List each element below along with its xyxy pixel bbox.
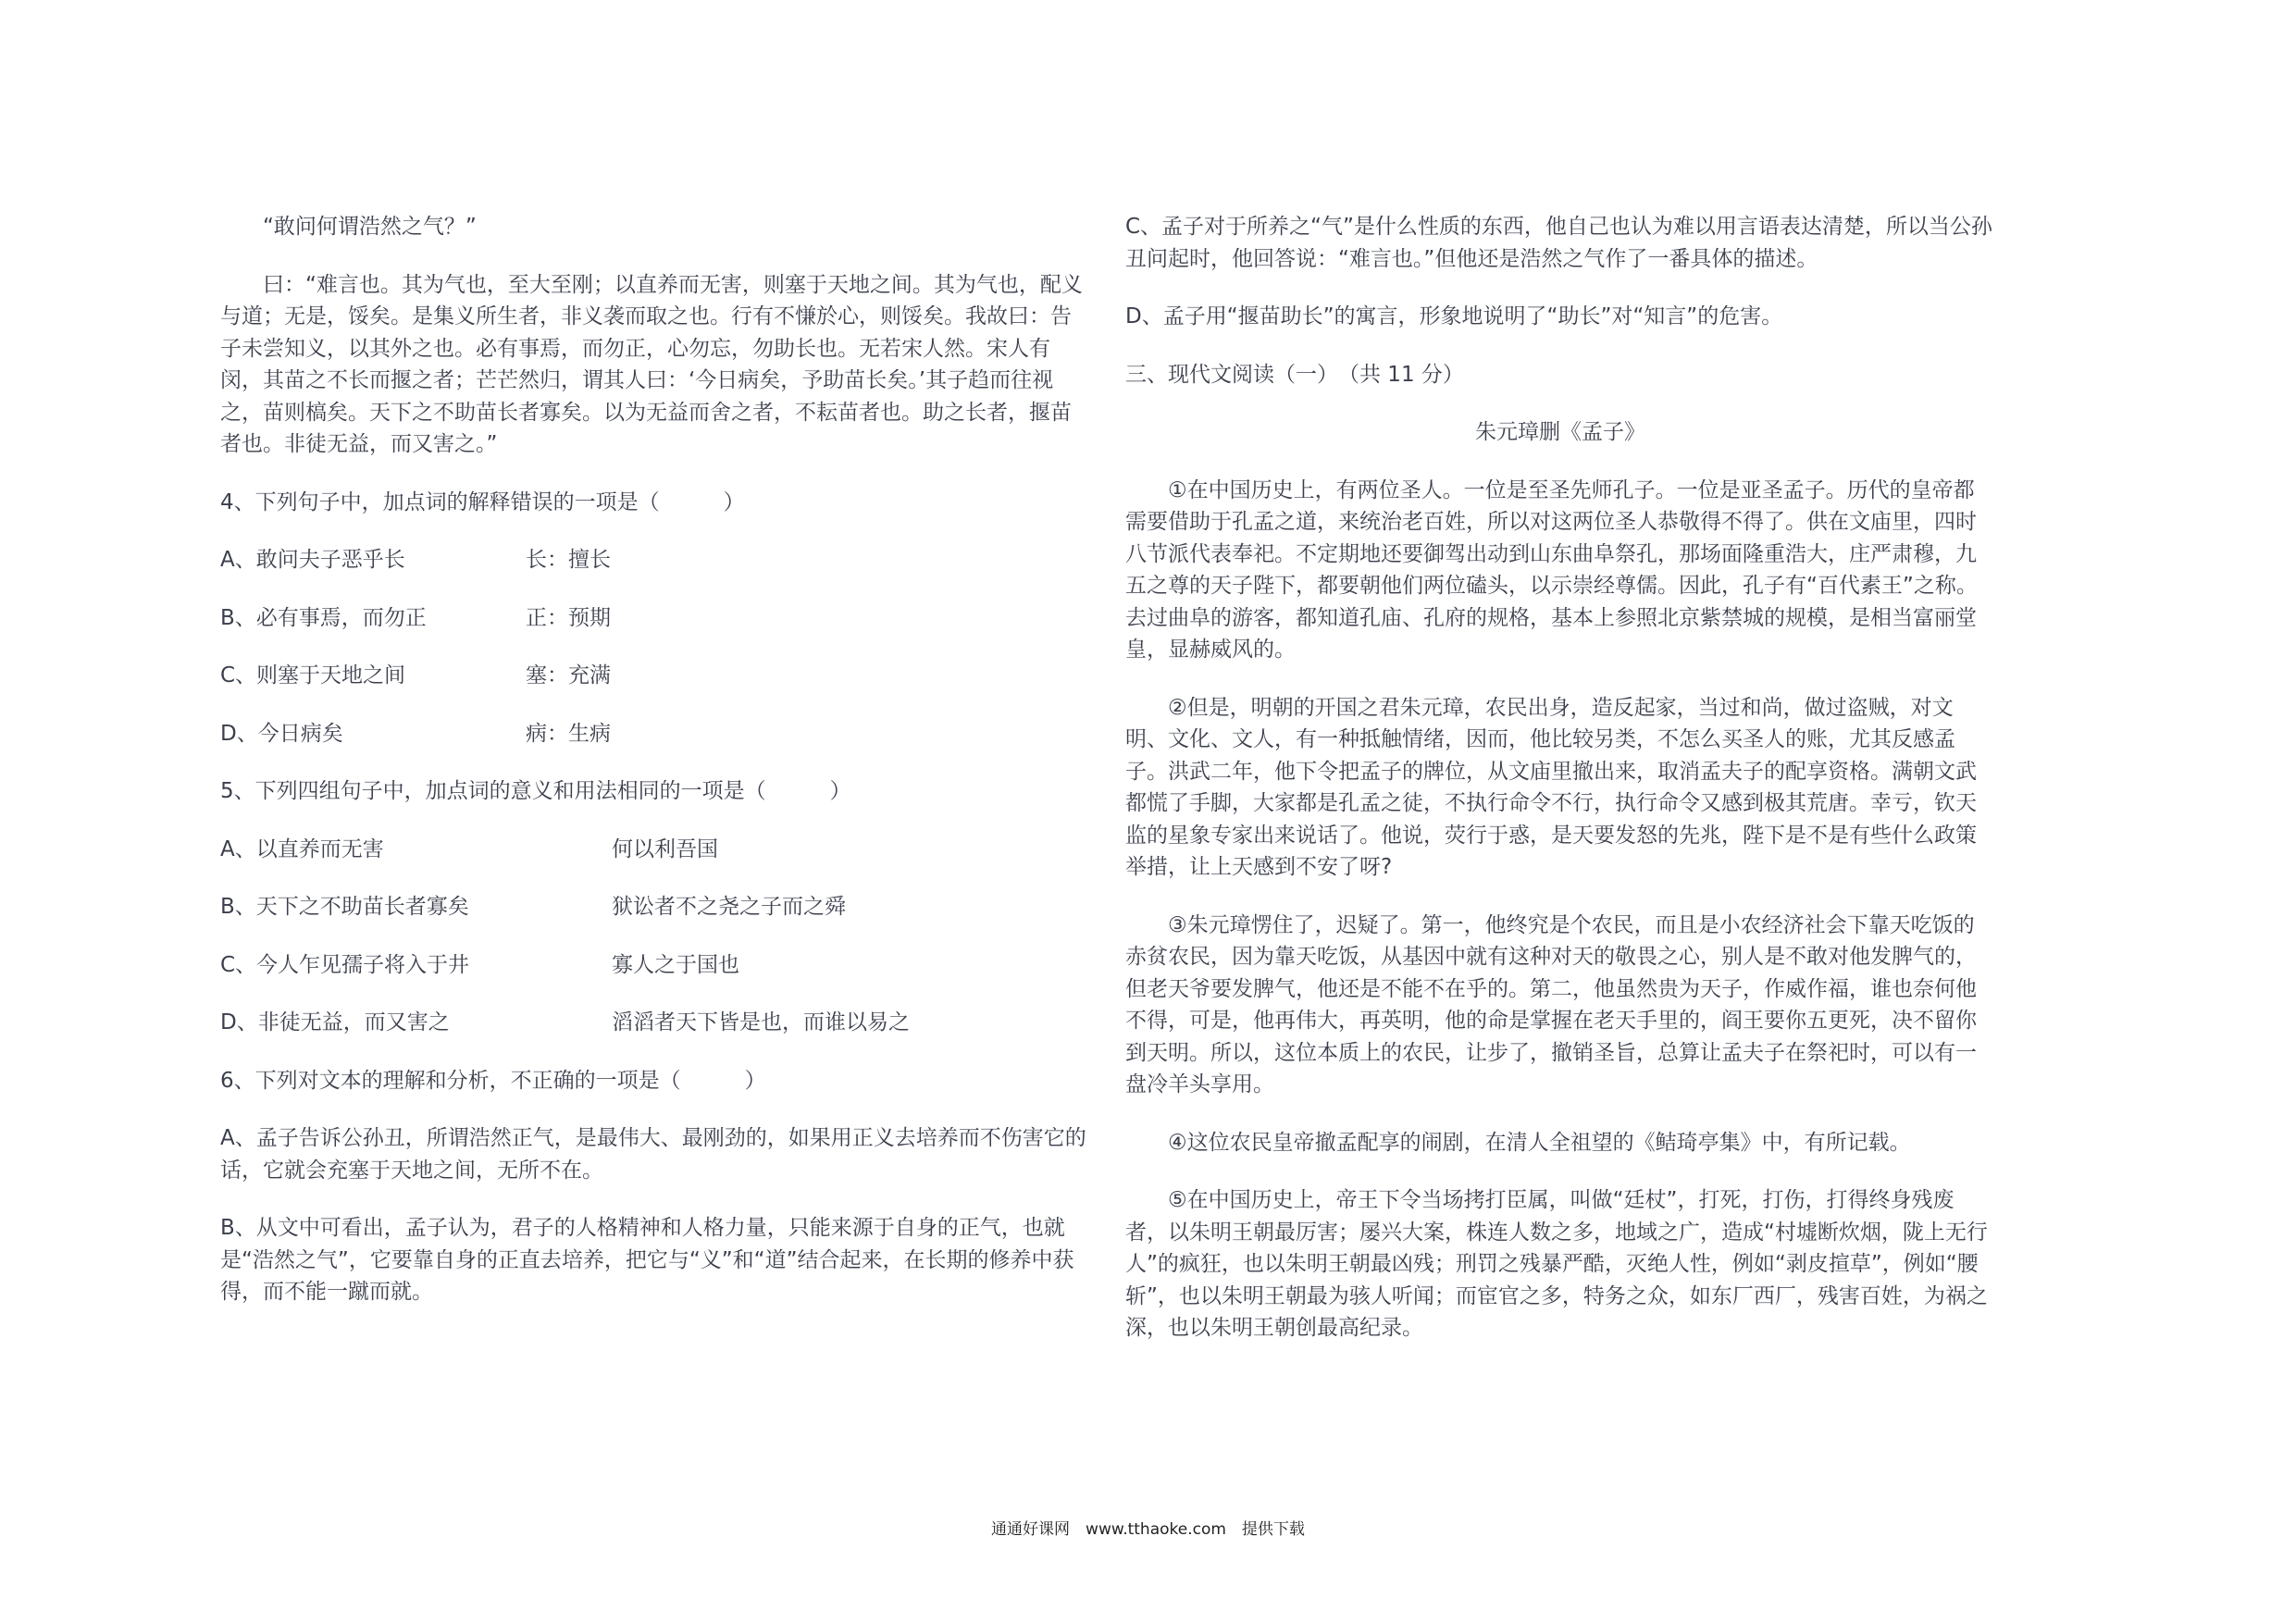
page-footer: 通通好课网 www.tthaoke.com 提供下载 xyxy=(991,1520,1305,1539)
question-6-option-b: B、从文中可看出，孟子认为，君子的人格精神和人格力量，只能来源于自身的正气，也就是“浩然之气”，它要靠自身的正直去培养，把它与“义”和“道”结合起来，在长期的修养中获得，而不能一蹴而就。 xyxy=(220,1216,1074,1304)
article-paragraph-1: ①在中国历史上，有两位圣人。一位是至圣先师孔子。一位是亚圣孟子。历代的皇帝都需要借助于孔孟之道，来统治老百姓，所以对这两位圣人恭敬得不得了。供在文庙里，四时八节派代表奉祀。不定期地还要御驾出动到山东曲阜祭孔，那场面隆重浩大，庄严肃穆，九五之尊的天子陛下，都要朝他们两位磕头，以示崇经尊儒。因此，孔子有“百代素王”之称。去过曲阜的游客，都知道孔庙、孔府的规格，基本上参照北京紫禁城的规模，是相当富丽堂皇，显赫威风的。 xyxy=(1125,477,1978,662)
article-paragraph-3: ③朱元璋愣住了，迟疑了。第一，他终究是个农民，而且是小农经济社会下靠天吃饭的赤贫农民，因为靠天吃饭，从基因中就有这种对天的敬畏之心，别人是不敢对他发脾气的，但老天爷要发脾气，他还是不能不在乎的。第二，他虽然贵为天子，作威作福，谁也奈何他不得，可是，他再伟大，再英明，他的命是掌握在老天手里的，阎王要你五更死，决不留你到天明。所以，这位本质上的农民，让步了，撤销圣旨，总算让孟夫子在祭祀时，可以有一盘冷羊头享用。 xyxy=(1125,912,1977,1096)
option-sentence: A、以直养而无害 xyxy=(220,836,384,861)
question-6-stem: 6、下列对文本的理解和分析，不正确的一项是（ ） xyxy=(220,1068,766,1093)
article-paragraph-2: ②但是，明朝的开国之君朱元璋，农民出身，造反起家，当过和尚，做过盗贼，对文明、文化、文人，有一种抵触情绪，因而，他比较另类，不怎么买圣人的账，尤其反感孟子。洪武二年，他下令把孟子的牌位，从文庙里撤出来，取消孟夫子的配享资格。满朝文武都慌了手脚，大家都是孔孟之徒，不执行命令不行，执行命令又感到极其荒唐。幸亏，钦天监的星象专家出来说话了。他说，荧行于惑，是天要发怒的先兆，陛下是不是有些什么政策举措，让上天感到不安了呀? xyxy=(1125,695,1977,879)
question-5-option-b xyxy=(220,891,1086,923)
option-explanation: 塞：充满 xyxy=(526,663,611,688)
passage-answer-paragraph: 曰：“难言也。其为气也，至大至刚；以直养而无害，则塞于天地之间。其为气也，配义与道；无是，馁矣。是集义所生者，非义袭而取之也。行有不慊於心，则馁矣。我故曰：告子未尝知义，以其外之也。必有事焉，而勿正，心勿忘，勿助长也。无若宋人然。宋人有闵，其苗之不长而揠之者；芒芒然归，谓其人曰：‘今日病矣，予助苗长矣。’其子趋而往视之，苗则槁矣。天下之不助苗长者寡矣。以为无益而舍之者，不耘苗者也。助之长者，揠苗者也。非徒无益，而又害之。” xyxy=(220,272,1083,456)
question-6-option-c: C、孟子对于所养之“气”是什么性质的东西，他自己也认为难以用言语表达清楚，所以当公孙丑问起时，他回答说：“难言也。”但他还是浩然之气作了一番具体的描述。 xyxy=(1125,215,1992,271)
option-sentence: B、天下之不助苗长者寡矣 xyxy=(220,895,469,919)
passage-question-line: “敢问何谓浩然之气？” xyxy=(263,215,477,239)
option-explanation: 长：擅长 xyxy=(526,548,611,572)
option-explanation: 病：生病 xyxy=(526,721,611,746)
option-sentence: A、敢问夫子恶乎长 xyxy=(220,548,405,572)
option-sentence: B、必有事焉，而勿正 xyxy=(220,605,427,630)
option-compare-sentence: 何以利吾国 xyxy=(612,836,718,861)
question-4-option-a xyxy=(220,544,1086,576)
option-compare-sentence: 狱讼者不之尧之子而之舜 xyxy=(612,895,846,919)
left-column xyxy=(220,211,1086,1334)
question-4-option-c xyxy=(220,660,1086,692)
right-column xyxy=(1125,211,1995,1370)
question-5-option-c xyxy=(220,949,1086,982)
option-sentence: D、非徒无益，而又害之 xyxy=(220,1010,450,1035)
question-4-stem: 4、下列句子中，加点词的解释错误的一项是（ ） xyxy=(220,489,745,514)
option-compare-sentence: 寡人之于国也 xyxy=(612,952,739,977)
question-5-stem: 5、下列四组句子中，加点词的意义和用法相同的一项是（ ） xyxy=(220,779,851,803)
option-explanation: 正：预期 xyxy=(526,605,611,630)
section-heading: 三、现代文阅读（一） （共 11 分） xyxy=(1125,362,1464,387)
article-paragraph-4: ④这位农民皇帝撤孟配享的闹剧，在清人全祖望的《鲒琦亭集》中，有所记载。 xyxy=(1168,1130,1911,1155)
question-4-option-d xyxy=(220,718,1086,750)
article-title: 朱元璋删《孟子》 xyxy=(1475,420,1645,444)
option-sentence: D、今日病矣 xyxy=(220,721,343,746)
option-sentence: C、则塞于天地之间 xyxy=(220,663,406,688)
question-4-option-b xyxy=(220,602,1086,635)
question-6-option-d: D、孟子用“揠苗助长”的寓言，形象地说明了“助长”对“知言”的危害。 xyxy=(1125,304,1783,328)
option-compare-sentence: 滔滔者天下皆是也，而谁以易之 xyxy=(612,1010,910,1035)
question-5-option-d xyxy=(220,1007,1086,1039)
option-sentence: C、今人乍见孺子将入于井 xyxy=(220,952,470,977)
question-5-option-a xyxy=(220,834,1086,866)
article-paragraph-5: ⑤在中国历史上，帝王下令当场拷打臣属，叫做“廷杖”，打死，打伤，打得终身残废者，以朱明王朝最厉害；屡兴大案，株连人数之多，地域之广，造成“村墟断炊烟，陇上无行人”的疯狂，也以朱明王朝最凶残；刑罚之残暴严酷，灭绝人性，例如“剥皮揎草”，例如“腰斩”，也以朱明王朝最为骇人听闻；而宦官之多，特务之众，如东厂西厂，残害百姓，为祸之深，也以朱明王朝创最高纪录。 xyxy=(1125,1188,1988,1340)
question-6-option-a: A、孟子告诉公孙丑，所谓浩然正气，是最伟大、最刚劲的，如果用正义去培养而不伤害它的话，它就会充塞于天地之间，无所不在。 xyxy=(220,1126,1086,1183)
